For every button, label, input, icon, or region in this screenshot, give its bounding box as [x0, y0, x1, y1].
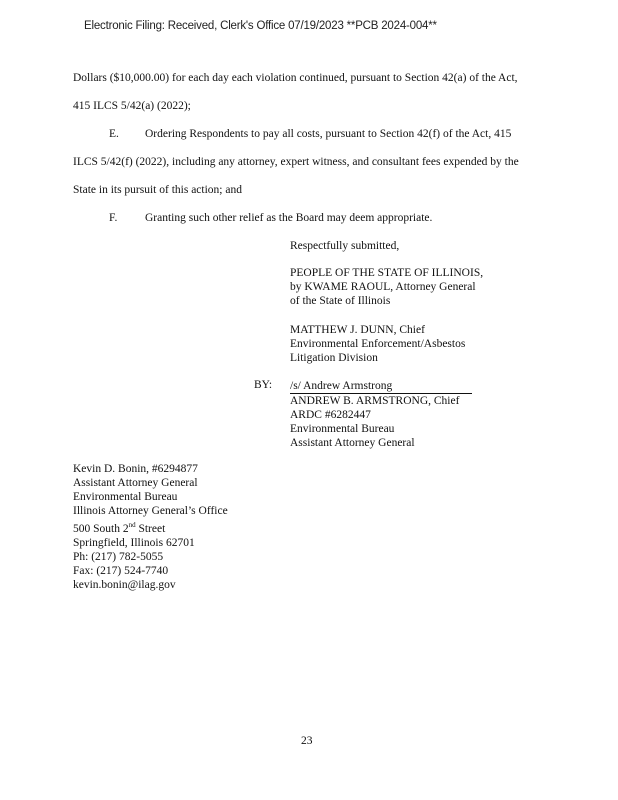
item-e-line: State in its pursuit of this action; and — [73, 184, 242, 196]
paragraph-line: Dollars ($10,000.00) for each day each violation continued, pursuant to Section 42(a) of the Act, — [73, 72, 518, 84]
signer-block — [290, 379, 472, 450]
item-f-line: Granting such other relief as the Board may deem appropriate. — [145, 212, 433, 224]
chief-line: Litigation Division — [290, 352, 378, 364]
people-line: PEOPLE OF THE STATE OF ILLINOIS, — [290, 267, 484, 279]
closing-text: Respectfully submitted, — [290, 240, 400, 252]
page-number: 23 — [301, 735, 313, 747]
signature-line — [290, 379, 472, 394]
contact-city: Springfield, Illinois 62701 — [73, 536, 195, 549]
signer-line: ANDREW B. ARMSTRONG, Chief — [290, 395, 460, 407]
chief-line: MATTHEW J. DUNN, Chief — [290, 324, 425, 336]
item-e-line: ILCS 5/42(f) (2022), including any attorney, expert witness, and consultant fees expended by the — [73, 156, 519, 168]
contact-bureau: Environmental Bureau — [73, 491, 178, 503]
chief-block — [290, 323, 465, 365]
chief-line: Environmental Enforcement/Asbestos — [290, 338, 466, 350]
signer-line: Environmental Bureau — [290, 423, 395, 435]
contact-name: Kevin D. Bonin, #6294877 — [73, 463, 198, 475]
people-block — [290, 266, 483, 308]
contact-office: Illinois Attorney General’s Office — [73, 505, 228, 517]
item-e-letter: E. — [109, 128, 119, 140]
signer-line: ARDC #6282447 — [290, 409, 371, 421]
filing-stamp-header: Electronic Filing: Received, Clerk's Office 07/19/2023 **PCB 2024-004** — [84, 20, 437, 32]
signer-line: Assistant Attorney General — [290, 437, 415, 449]
contact-street: 500 South 2nd Street — [73, 521, 166, 535]
paragraph-line: 415 ILCS 5/42(a) (2022); — [73, 100, 191, 112]
item-f-letter: F. — [109, 212, 118, 224]
contact-fax: Fax: (217) 524-7740 — [73, 564, 169, 577]
electronic-signature: /s/ Andrew Armstrong — [290, 380, 393, 392]
contact-block — [73, 462, 228, 592]
contact-phone: Ph: (217) 782-5055 — [73, 550, 164, 563]
by-label: BY: — [254, 379, 273, 391]
item-e-line: Ordering Respondents to pay all costs, pursuant to Section 42(f) of the Act, 415 — [145, 128, 512, 140]
contact-title: Assistant Attorney General — [73, 477, 198, 489]
people-line: by KWAME RAOUL, Attorney General — [290, 281, 476, 293]
contact-email[interactable]: kevin.bonin@ilag.gov — [73, 578, 176, 591]
people-line: of the State of Illinois — [290, 295, 391, 307]
